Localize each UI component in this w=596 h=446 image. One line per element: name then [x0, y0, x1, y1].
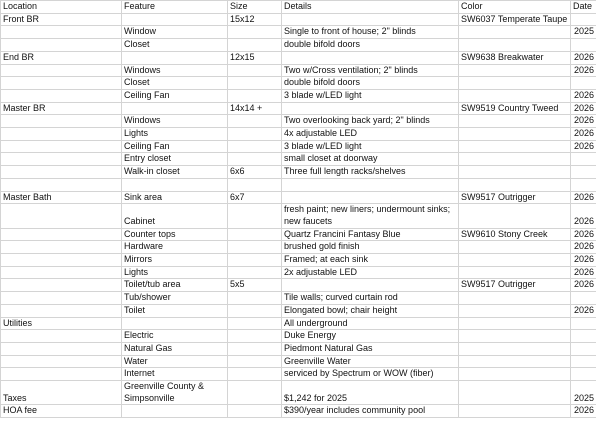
- cell-details[interactable]: $390/year includes community pool: [282, 405, 459, 418]
- cell-date[interactable]: 2026: [571, 140, 596, 153]
- cell-details[interactable]: Two w/Cross ventilation; 2" blinds: [282, 64, 459, 77]
- cell-size[interactable]: [228, 342, 282, 355]
- cell-details[interactable]: Quartz Francini Fantasy Blue: [282, 228, 459, 241]
- cell-location[interactable]: [1, 39, 122, 52]
- cell-date[interactable]: 2026: [571, 241, 596, 254]
- cell-feature[interactable]: Electric: [122, 330, 228, 343]
- cell-color[interactable]: [459, 64, 571, 77]
- header-cell-color[interactable]: Color: [459, 1, 571, 14]
- cell-details[interactable]: 3 blade w/LED light: [282, 89, 459, 102]
- table-row: [1, 368, 596, 381]
- cell-date[interactable]: [571, 368, 596, 381]
- table-row: [1, 254, 596, 267]
- cell-feature[interactable]: Water: [122, 355, 228, 368]
- cell-size[interactable]: [228, 115, 282, 128]
- cell-details[interactable]: Duke Energy: [282, 330, 459, 343]
- cell-location[interactable]: [1, 279, 122, 292]
- table-row: [1, 279, 596, 292]
- cell-date[interactable]: 2026: [571, 102, 596, 115]
- cell-date[interactable]: [571, 178, 596, 191]
- header-cell-location[interactable]: Location: [1, 1, 122, 14]
- cell-feature[interactable]: [122, 178, 228, 191]
- cell-color[interactable]: [459, 368, 571, 381]
- cell-size[interactable]: [228, 317, 282, 330]
- table-row: [1, 292, 596, 305]
- cell-color[interactable]: SW9610 Stony Creek: [459, 228, 571, 241]
- cell-location[interactable]: [1, 368, 122, 381]
- cell-details[interactable]: 4x adjustable LED: [282, 128, 459, 141]
- cell-date[interactable]: 2026: [571, 204, 596, 228]
- table-row: [1, 26, 596, 39]
- cell-color[interactable]: [459, 355, 571, 368]
- cell-size[interactable]: [228, 204, 282, 228]
- cell-feature[interactable]: Windows: [122, 115, 228, 128]
- cell-feature[interactable]: Hardware: [122, 241, 228, 254]
- cell-location[interactable]: [1, 77, 122, 90]
- cell-details[interactable]: small closet at doorway: [282, 153, 459, 166]
- cell-location[interactable]: [1, 89, 122, 102]
- cell-feature[interactable]: Entry closet: [122, 153, 228, 166]
- cell-date[interactable]: [571, 317, 596, 330]
- table-row: [1, 228, 596, 241]
- cell-feature[interactable]: Counter tops: [122, 228, 228, 241]
- cell-color[interactable]: [459, 304, 571, 317]
- header-cell-size[interactable]: Size: [228, 1, 282, 14]
- cell-location[interactable]: [1, 266, 122, 279]
- cell-date[interactable]: [571, 77, 596, 90]
- cell-color[interactable]: [459, 115, 571, 128]
- cell-location[interactable]: [1, 128, 122, 141]
- table-row: [1, 342, 596, 355]
- table-row: [1, 64, 596, 77]
- cell-date[interactable]: 2026: [571, 89, 596, 102]
- cell-date[interactable]: 2025: [571, 26, 596, 39]
- cell-date[interactable]: [571, 39, 596, 52]
- table-row: [1, 51, 596, 64]
- cell-location[interactable]: [1, 153, 122, 166]
- cell-details[interactable]: Three full length racks/shelves: [282, 166, 459, 179]
- cell-details[interactable]: fresh paint; new liners; undermount sinks; new faucets: [282, 204, 459, 228]
- cell-color[interactable]: [459, 317, 571, 330]
- cell-feature[interactable]: Sink area: [122, 191, 228, 204]
- cell-size[interactable]: [228, 39, 282, 52]
- cell-feature[interactable]: Tub/shower: [122, 292, 228, 305]
- cell-color[interactable]: SW6037 Temperate Taupe: [459, 13, 571, 26]
- cell-size[interactable]: [228, 381, 282, 405]
- cell-color[interactable]: [459, 26, 571, 39]
- table-row: [1, 39, 596, 52]
- cell-location[interactable]: [1, 26, 122, 39]
- cell-details[interactable]: Two overlooking back yard; 2" blinds: [282, 115, 459, 128]
- table-row: [1, 304, 596, 317]
- cell-details[interactable]: [282, 51, 459, 64]
- cell-color[interactable]: [459, 178, 571, 191]
- cell-size[interactable]: [228, 77, 282, 90]
- cell-color[interactable]: [459, 381, 571, 405]
- cell-feature[interactable]: [122, 317, 228, 330]
- cell-date[interactable]: 2026: [571, 228, 596, 241]
- cell-details[interactable]: double bifold doors: [282, 39, 459, 52]
- table-row: [1, 166, 596, 179]
- header-row: [1, 1, 596, 14]
- cell-size[interactable]: [228, 64, 282, 77]
- table-row: [1, 191, 596, 204]
- cell-size[interactable]: 15x12: [228, 13, 282, 26]
- cell-date[interactable]: 2026: [571, 254, 596, 267]
- cell-date[interactable]: 2026: [571, 128, 596, 141]
- cell-feature[interactable]: Toilet: [122, 304, 228, 317]
- table-row: [1, 317, 596, 330]
- cell-details[interactable]: double bifold doors: [282, 77, 459, 90]
- cell-feature[interactable]: Internet: [122, 368, 228, 381]
- cell-color[interactable]: [459, 342, 571, 355]
- header-cell-date[interactable]: Date: [571, 1, 596, 14]
- cell-feature[interactable]: [122, 13, 228, 26]
- cell-location[interactable]: [1, 140, 122, 153]
- cell-color[interactable]: [459, 330, 571, 343]
- table-row: [1, 405, 596, 418]
- cell-details[interactable]: Single to front of house; 2" blinds: [282, 26, 459, 39]
- cell-size[interactable]: [228, 368, 282, 381]
- cell-details[interactable]: Piedmont Natural Gas: [282, 342, 459, 355]
- cell-color[interactable]: [459, 140, 571, 153]
- cell-feature[interactable]: [122, 51, 228, 64]
- cell-location[interactable]: [1, 304, 122, 317]
- cell-details[interactable]: 2x adjustable LED: [282, 266, 459, 279]
- cell-size[interactable]: [228, 266, 282, 279]
- cell-location[interactable]: [1, 355, 122, 368]
- cell-date[interactable]: 2026: [571, 64, 596, 77]
- table-row: [1, 204, 596, 228]
- cell-date[interactable]: 2026: [571, 191, 596, 204]
- cell-details[interactable]: All underground: [282, 317, 459, 330]
- cell-color[interactable]: [459, 204, 571, 228]
- table-row: [1, 330, 596, 343]
- cell-size[interactable]: [228, 89, 282, 102]
- cell-location[interactable]: [1, 115, 122, 128]
- cell-size[interactable]: [228, 178, 282, 191]
- table-row: [1, 153, 596, 166]
- cell-color[interactable]: [459, 128, 571, 141]
- cell-date[interactable]: [571, 330, 596, 343]
- cell-details[interactable]: brushed gold finish: [282, 241, 459, 254]
- cell-details[interactable]: Elongated bowl; chair height: [282, 304, 459, 317]
- cell-details[interactable]: Greenville Water: [282, 355, 459, 368]
- cell-size[interactable]: [228, 228, 282, 241]
- table-row: [1, 381, 596, 405]
- cell-location[interactable]: [1, 241, 122, 254]
- cell-feature[interactable]: Window: [122, 26, 228, 39]
- table-row: [1, 77, 596, 90]
- cell-feature[interactable]: Closet: [122, 77, 228, 90]
- table-row: [1, 115, 596, 128]
- cell-details[interactable]: Tile walls; curved curtain rod: [282, 292, 459, 305]
- table-row: [1, 128, 596, 141]
- cell-feature[interactable]: Ceiling Fan: [122, 140, 228, 153]
- cell-date[interactable]: 2026: [571, 266, 596, 279]
- cell-date[interactable]: [571, 153, 596, 166]
- cell-details[interactable]: [282, 102, 459, 115]
- cell-size[interactable]: [228, 304, 282, 317]
- cell-location[interactable]: [1, 342, 122, 355]
- cell-location[interactable]: Master Bath: [1, 191, 122, 204]
- cell-color[interactable]: SW9517 Outrigger: [459, 279, 571, 292]
- table-row: [1, 102, 596, 115]
- cell-size[interactable]: [228, 26, 282, 39]
- cell-size[interactable]: [228, 292, 282, 305]
- cell-size[interactable]: 5x5: [228, 279, 282, 292]
- cell-size[interactable]: [228, 153, 282, 166]
- cell-color[interactable]: [459, 266, 571, 279]
- table-row: [1, 13, 596, 26]
- cell-date[interactable]: 2026: [571, 304, 596, 317]
- cell-size[interactable]: [228, 140, 282, 153]
- cell-date[interactable]: [571, 342, 596, 355]
- cell-details[interactable]: [282, 178, 459, 191]
- cell-location[interactable]: [1, 330, 122, 343]
- header-cell-details[interactable]: Details: [282, 1, 459, 14]
- table-row: [1, 355, 596, 368]
- cell-color[interactable]: [459, 254, 571, 267]
- cell-color[interactable]: [459, 39, 571, 52]
- cell-date[interactable]: [571, 166, 596, 179]
- cell-details[interactable]: [282, 191, 459, 204]
- table-row: [1, 89, 596, 102]
- cell-feature[interactable]: Lights: [122, 266, 228, 279]
- cell-date[interactable]: 2025: [571, 381, 596, 405]
- cell-feature[interactable]: Natural Gas: [122, 342, 228, 355]
- cell-location[interactable]: [1, 204, 122, 228]
- table-body: [1, 13, 596, 417]
- cell-date[interactable]: [571, 292, 596, 305]
- cell-feature[interactable]: Cabinet: [122, 204, 228, 228]
- cell-date[interactable]: 2026: [571, 115, 596, 128]
- table-row: [1, 140, 596, 153]
- cell-date[interactable]: [571, 13, 596, 26]
- cell-location[interactable]: [1, 254, 122, 267]
- cell-color[interactable]: [459, 89, 571, 102]
- cell-feature[interactable]: Ceiling Fan: [122, 89, 228, 102]
- cell-date[interactable]: 2026: [571, 51, 596, 64]
- cell-date[interactable]: [571, 355, 596, 368]
- cell-size[interactable]: [228, 405, 282, 418]
- cell-feature[interactable]: [122, 102, 228, 115]
- cell-color[interactable]: [459, 292, 571, 305]
- cell-details[interactable]: serviced by Spectrum or WOW (fiber): [282, 368, 459, 381]
- cell-details[interactable]: [282, 13, 459, 26]
- table-row: [1, 178, 596, 191]
- cell-location[interactable]: HOA fee: [1, 405, 122, 418]
- cell-location[interactable]: Front BR: [1, 13, 122, 26]
- cell-size[interactable]: [228, 254, 282, 267]
- cell-date[interactable]: 2026: [571, 279, 596, 292]
- cell-color[interactable]: [459, 241, 571, 254]
- cell-size[interactable]: [228, 128, 282, 141]
- cell-details[interactable]: $1,242 for 2025: [282, 381, 459, 405]
- cell-date[interactable]: 2026: [571, 405, 596, 418]
- cell-location[interactable]: [1, 64, 122, 77]
- cell-feature[interactable]: Walk-in closet: [122, 166, 228, 179]
- cell-feature[interactable]: Greenville County & Simpsonville: [122, 381, 228, 405]
- cell-color[interactable]: SW9519 Country Tweed: [459, 102, 571, 115]
- cell-location[interactable]: Taxes: [1, 381, 122, 405]
- cell-feature[interactable]: Mirrors: [122, 254, 228, 267]
- cell-location[interactable]: End BR: [1, 51, 122, 64]
- cell-size[interactable]: 14x14 +: [228, 102, 282, 115]
- cell-color[interactable]: SW9517 Outrigger: [459, 191, 571, 204]
- cell-location[interactable]: Utilities: [1, 317, 122, 330]
- cell-location[interactable]: [1, 166, 122, 179]
- cell-color[interactable]: [459, 405, 571, 418]
- cell-color[interactable]: [459, 77, 571, 90]
- cell-size[interactable]: [228, 330, 282, 343]
- cell-location[interactable]: [1, 292, 122, 305]
- cell-size[interactable]: [228, 355, 282, 368]
- cell-size[interactable]: 6x6: [228, 166, 282, 179]
- cell-feature[interactable]: [122, 405, 228, 418]
- table-row: [1, 266, 596, 279]
- cell-feature[interactable]: Windows: [122, 64, 228, 77]
- cell-size[interactable]: 12x15: [228, 51, 282, 64]
- cell-details[interactable]: [282, 279, 459, 292]
- cell-feature[interactable]: Closet: [122, 39, 228, 52]
- cell-color[interactable]: SW9638 Breakwater: [459, 51, 571, 64]
- cell-feature[interactable]: Lights: [122, 128, 228, 141]
- cell-color[interactable]: [459, 166, 571, 179]
- cell-size[interactable]: [228, 241, 282, 254]
- cell-location[interactable]: Master BR: [1, 102, 122, 115]
- cell-feature[interactable]: Toilet/tub area: [122, 279, 228, 292]
- table-row: [1, 241, 596, 254]
- cell-location[interactable]: [1, 178, 122, 191]
- cell-location[interactable]: [1, 228, 122, 241]
- cell-details[interactable]: Framed; at each sink: [282, 254, 459, 267]
- cell-color[interactable]: [459, 153, 571, 166]
- cell-size[interactable]: 6x7: [228, 191, 282, 204]
- header-cell-feature[interactable]: Feature: [122, 1, 228, 14]
- cell-details[interactable]: 3 blade w/LED light: [282, 140, 459, 153]
